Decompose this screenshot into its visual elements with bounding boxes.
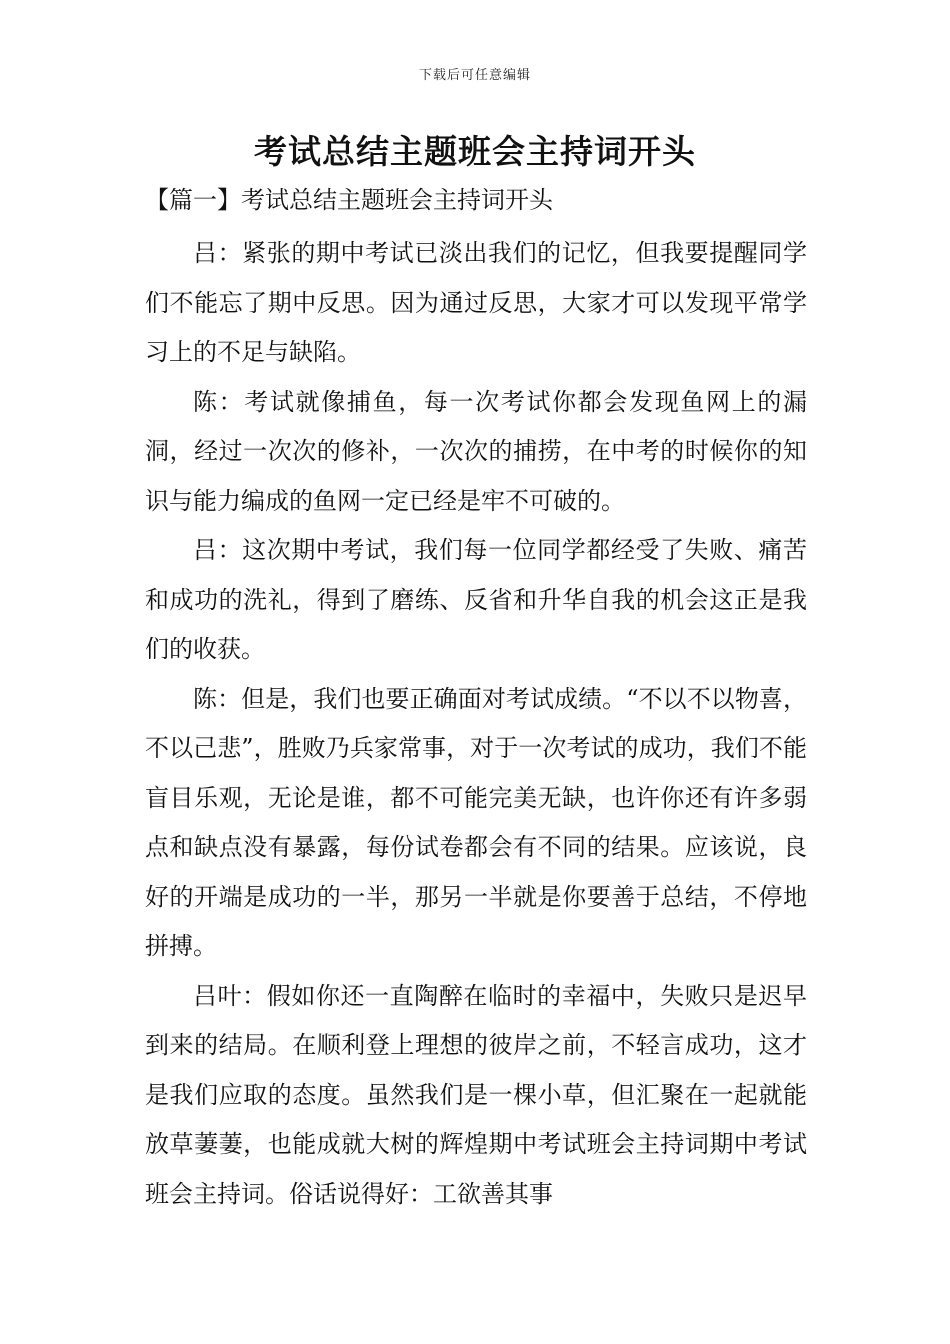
paragraph-5: 吕叶：假如你还一直陶醉在临时的幸福中，失败只是迟早到来的结局。在顺利登上理想的彼岸之前，不轻言成功，这才是我们应取的态度。虽然我们是一棵小草，但汇聚在一起就能放草萋萋，也能成就大树的辉煌期中考试班会主持词期中考试班会主持词。俗话说得好：工欲善其事: [145, 981, 807, 1208]
paragraph-3: 吕：这次期中考试，我们每一位同学都经受了失败、痛苦和成功的洗礼，得到了磨练、反省和升华自我的机会这正是我们的收获。: [145, 536, 807, 663]
document-title: 考试总结主题班会主持词开头: [254, 132, 696, 171]
header-note: 下载后可任意编辑: [418, 68, 531, 83]
paragraph-2: 陈：考试就像捕鱼，每一次考试你都会发现鱼网上的漏洞，经过一次次的修补，一次次的捕捞，在中考的时候你的知识与能力编成的鱼网一定已经是牢不可破的。: [145, 387, 807, 515]
paragraph-1: 吕：紧张的期中考试已淡出我们的记忆，但我要提醒同学们不能忘了期中反思。因为通过反思，大家才可以发现平常学习上的不足与缺陷。: [145, 239, 807, 366]
section-heading: 【篇一】考试总结主题班会主持词开头: [145, 186, 553, 214]
paragraph-4: 陈：但是，我们也要正确面对考试成绩。“不以不以物喜，不以己悲”，胜败乃兵家常事，对于一次考试的成功，我们不能盲目乐观，无论是谁，都不可能完美无缺，也许你还有许多弱点和缺点没有暴露，每份试卷都会有不同的结果。应该说，良好的开端是成功的一半，那另一半就是你要善于总结，不停地拼搏。: [145, 684, 807, 960]
body-text: [145, 229, 807, 1219]
